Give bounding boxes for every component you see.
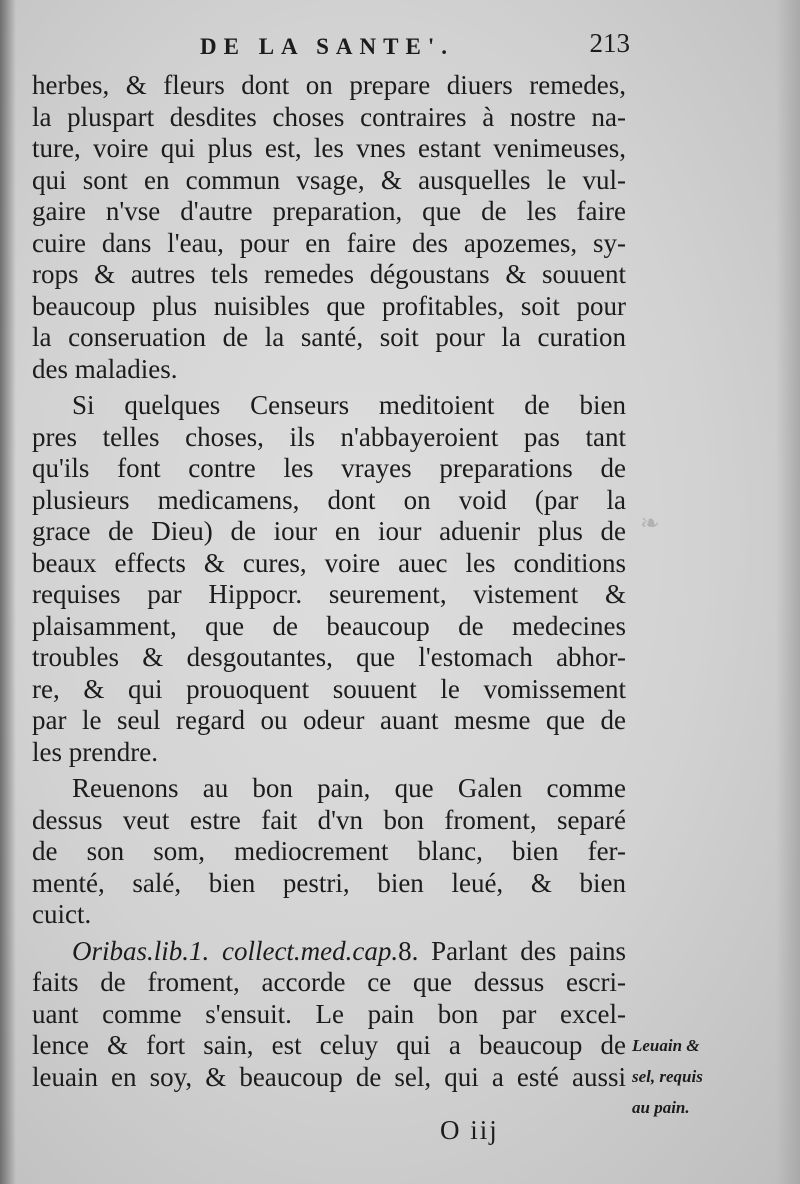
- text-line: lence & fort sain, est celuy qui a beaucoup de: [32, 1030, 626, 1060]
- text-line: gaire n'vse d'autre preparation, que de les faire: [32, 196, 626, 226]
- text-line: qu'ils font contre les vrayes preparations de: [32, 453, 626, 483]
- text-fragment: 8. Parlant des pains: [398, 935, 626, 966]
- text-line: des maladies.: [32, 353, 178, 384]
- margin-note-line: au pain.: [632, 1098, 690, 1117]
- text-line: Si quelques Censeurs meditoient de bien: [72, 390, 626, 420]
- signature-mark: O iij: [440, 1115, 499, 1145]
- text-line: [32, 936, 626, 968]
- text-line: la conseruation de la santé, soit pour la curation: [32, 322, 626, 352]
- text-line: requises par Hippocr. seurement, vistement &: [32, 579, 626, 609]
- paragraph-2: [32, 390, 626, 768]
- margin-note-line: Leuain &: [632, 1036, 700, 1055]
- text-line: cuire dans l'eau, pour en faire des apozemes, sy-: [32, 227, 626, 258]
- text-line: pres telles choses, ils n'abbayeroient pas tant: [32, 421, 626, 452]
- paragraph-3: [32, 773, 626, 931]
- text-line: re, & qui prouoquent souuent le vomissement: [32, 673, 626, 704]
- running-head: DE LA SANTE'.: [200, 34, 454, 59]
- margin-note: [632, 1030, 742, 1123]
- text-line: herbes, & fleurs dont on prepare diuers remedes,: [32, 70, 626, 100]
- page-header: [200, 28, 630, 68]
- text-line: cuict.: [32, 899, 92, 929]
- text-line: menté, salé, bien pestri, bien leué, & bien: [32, 867, 626, 898]
- citation: Oribas.lib.1. collect.med.cap.: [72, 935, 399, 966]
- margin-note-line: sel, requis: [632, 1067, 703, 1086]
- paragraph-4: [32, 936, 626, 1094]
- page-number: 213: [589, 28, 630, 58]
- text-line: faits de froment, accorde ce que dessus escri-: [32, 967, 626, 997]
- text-line: qui sont en commun vsage, & ausquelles le vul-: [32, 164, 626, 195]
- text-line: uant comme s'ensuit. Le pain bon par excel-: [32, 998, 626, 1029]
- text-line: rops & autres tels remedes dégoustans & souuent: [32, 259, 626, 289]
- show-through-text: ☙: [640, 510, 660, 535]
- paragraph-1: [32, 70, 626, 385]
- text-line: par le seul regard ou odeur auant mesme que de: [32, 705, 626, 735]
- text-line: ture, voire qui plus est, les vnes estant venimeuses,: [32, 133, 626, 163]
- text-line: beaux effects & cures, voire auec les conditions: [32, 547, 626, 578]
- text-line: plusieurs medicamens, dont on void (par la: [32, 484, 626, 515]
- text-line: grace de Dieu) de iour en iour aduenir plus de: [32, 516, 626, 546]
- text-line: beaucoup plus nuisibles que profitables, soit pour: [32, 290, 626, 321]
- text-line: les prendre.: [32, 736, 158, 767]
- text-line: leuain en soy, & beaucoup de sel, qui a esté aussi: [32, 1061, 626, 1092]
- text-line: plaisamment, que de beaucoup de medecines: [32, 610, 626, 641]
- text-line: dessus veut estre fait d'vn bon froment, separé: [32, 804, 626, 835]
- main-text: [32, 70, 626, 1098]
- text-line: de son som, mediocrement blanc, bien fer-: [32, 836, 626, 866]
- text-line: Reuenons au bon pain, que Galen comme: [72, 773, 626, 803]
- text-line: la pluspart desdites choses contraires à nostre na-: [32, 101, 626, 132]
- text-line: troubles & desgoutantes, que l'estomach abhor-: [32, 642, 626, 672]
